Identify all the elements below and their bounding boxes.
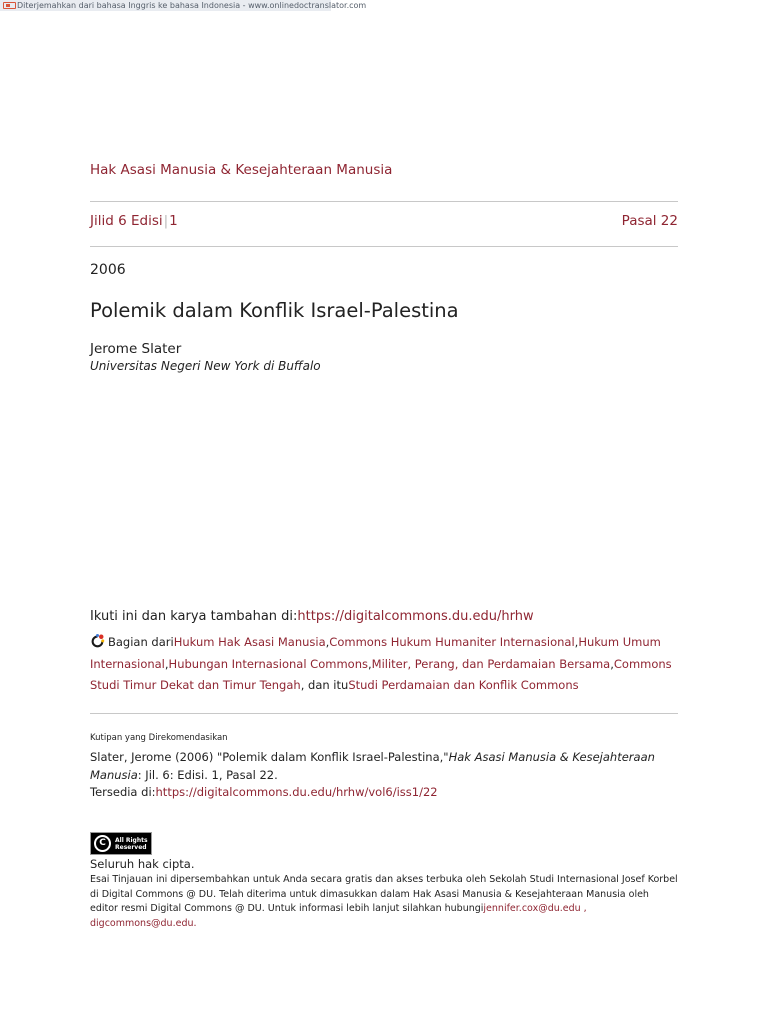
translator-banner[interactable]	[0, 0, 367, 11]
copyright-icon: C	[94, 835, 111, 852]
follow-label: Ikuti ini dan karya tambahan di:	[90, 609, 298, 624]
badge-text: All Rights Reserved	[115, 836, 148, 851]
article-number-link[interactable]: Pasal 22	[621, 213, 678, 229]
contact-email-link[interactable]: jennifer.cox@du.edu , digcommons@du.edu.	[90, 903, 587, 929]
discipline-link-near-middle-east[interactable]: Commons Studi Timur Dekat dan Timur Tengah	[90, 656, 672, 692]
discipline-link-military-war-peace[interactable]: Militer, Perang, dan Perdamaian Bersama	[371, 656, 611, 671]
journal-title[interactable]: Hak Asasi Manusia & Kesejahteraan Manusia	[90, 162, 393, 178]
follow-line	[90, 609, 678, 624]
translator-logo-icon	[3, 2, 16, 9]
publication-year: 2006	[90, 262, 126, 278]
banner-text: Diterjemahkan dari bahasa Inggris ke bahasa Indonesia - www.onlinedoctranslator.com	[17, 1, 367, 10]
author-affiliation: Universitas Negeri New York di Buffalo	[90, 359, 321, 373]
discipline-link-human-rights[interactable]: Hukum Hak Asasi Manusia	[173, 635, 326, 649]
citation-suffix: : Jil. 6: Edisi. 1, Pasal 22.	[137, 767, 278, 782]
volume-issue-link[interactable]: Jilid 6 Edisi|1	[90, 213, 178, 229]
article-title: Polemik dalam Konflik Israel-Palestina	[90, 299, 459, 322]
rights-statement: Seluruh hak cipta.	[90, 857, 195, 871]
available-label: Tersedia di:	[90, 785, 156, 799]
issue-row	[90, 213, 678, 229]
all-rights-reserved-badge[interactable]	[90, 832, 152, 855]
citation-text	[90, 749, 678, 802]
part-of-paragraph: Bagian dariHukum Hak Asasi Manusia,Commons Hukum Humaniter Internasional,Hukum Umum Internasional,Hubungan Internasional Commons,Militer, Perang, dan Perdamaian Bersama,Commons Studi Timur Dekat dan Timur Tengah, dan ituStudi Perdamaian dan Konflik Commons	[90, 635, 672, 692]
part-of-conjunction: , dan itu	[300, 678, 349, 692]
discipline-link-humanitarian-law[interactable]: Commons Hukum Humaniter Internasional	[329, 635, 575, 649]
license-description	[90, 873, 678, 931]
network-icon	[90, 633, 105, 648]
discipline-link-peace-conflict[interactable]: Studi Perdamaian dan Konflik Commons	[348, 678, 579, 692]
header-divider	[90, 246, 678, 247]
available-url-link[interactable]: https://digitalcommons.du.edu/hrhw/vol6/iss1/22	[155, 785, 438, 799]
follow-url-link[interactable]: https://digitalcommons.du.edu/hrhw	[297, 609, 534, 624]
citation-prefix: Slater, Jerome (2006) "Polemik dalam Konflik Israel-Palestina,"	[90, 750, 449, 764]
part-of-label: Bagian dari	[108, 635, 174, 649]
citation-heading: Kutipan yang Direkomendasikan	[90, 733, 228, 743]
discipline-link-international-relations[interactable]: Hubungan Internasional Commons	[168, 656, 368, 671]
citation-journal: Hak Asasi Manusia & Kesejahteraan Manusia	[90, 750, 655, 782]
citation-divider	[90, 713, 678, 714]
description-text: Esai Tinjauan ini dipersembahkan untuk Anda secara gratis dan akses terbuka oleh Sekolah Studi Internasional Josef Korbel di Digital Commons @ DU. Telah diterima untuk dimasukkan dalam Hak Asasi Manusia & Kesejahteraan Manusia oleh editor resmi Digital Commons @ DU. Untuk informasi lebih lanjut silahkan hubungi	[90, 874, 678, 914]
top-divider	[90, 201, 678, 202]
author-name: Jerome Slater	[90, 341, 182, 357]
text-cursor: |	[163, 213, 169, 229]
discipline-link-international-law[interactable]: Hukum Umum Internasional	[90, 635, 661, 671]
